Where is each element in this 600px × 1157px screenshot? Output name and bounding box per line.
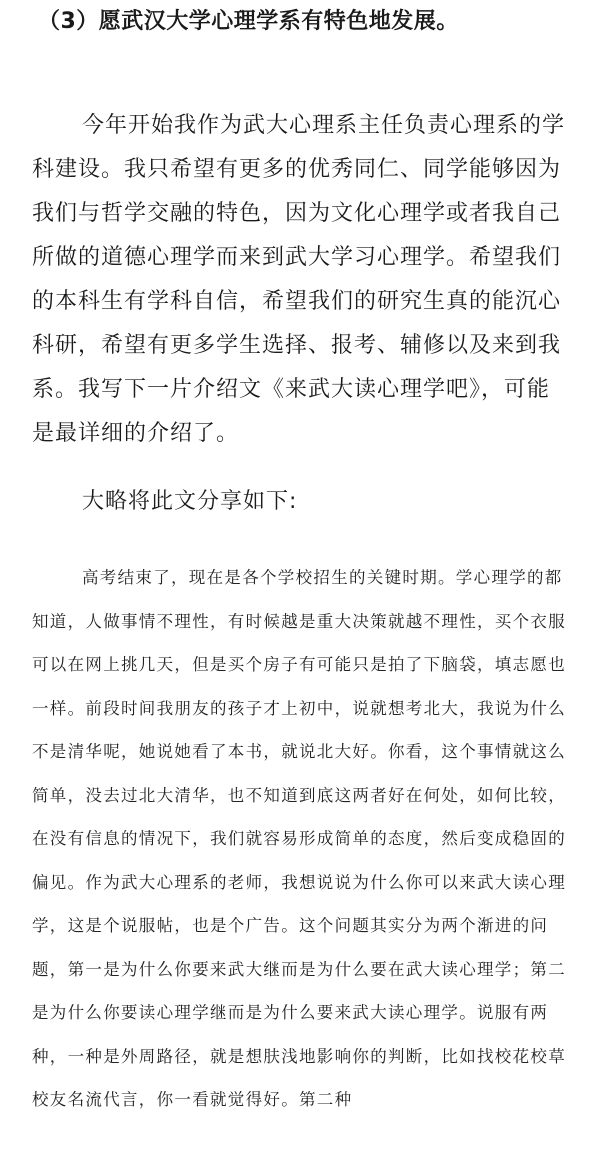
body-paragraph-share: 大略将此文分享如下:	[82, 489, 298, 514]
section-heading: （3）愿武汉大学心理学系有特色地发展。	[38, 9, 459, 34]
body-paragraph-intro: 今年开始我作为武大心理系主任负责心理系的学科建设。我只希望有更多的优秀同仁、同学能够因为我们与哲学交融的特色，因为文化心理学或者我自己所做的道德心理学而来到武大学习心理学。希望我们的本科生有学科自信，希望我们的研究生真的能沉心科研，希望有更多学生选择、报考、辅修以及来到我系。我写下一片介绍文《来武大读心理学吧》，可能是最详细的介绍了。	[32, 113, 566, 446]
quoted-article-paragraph: 高考结束了，现在是各个学校招生的关键时期。学心理学的都知道，人做事情不理性，有时候越是重大决策就越不理性，买个衣服可以在网上挑几天，但是买个房子有可能只是拍了下脑袋，填志愿也一样。前段时间我朋友的孩子才上初中，说就想考北大，我说为什么不是清华呢，她说她看了本书，就说北大好。你看，这个事情就这么简单，没去过北大清华，也不知道到底这两者好在何处，如何比较，在没有信息的情况下，我们就容易形成简单的态度，然后变成稳固的偏见。作为武大心理系的老师，我想说说为什么你可以来武大读心理学，这是个说服帖，也是个广告。这个问题其实分为两个渐进的问题，第一是为什么你要来武大继而是为什么要在武大读心理学；第二是为什么你要读心理学继而是为什么要来武大读心理学。说服有两种，一种是外周路径，就是想肤浅地影响你的判断，比如找校花校草校友名流代言，你一看就觉得好。第二种	[32, 568, 566, 1109]
